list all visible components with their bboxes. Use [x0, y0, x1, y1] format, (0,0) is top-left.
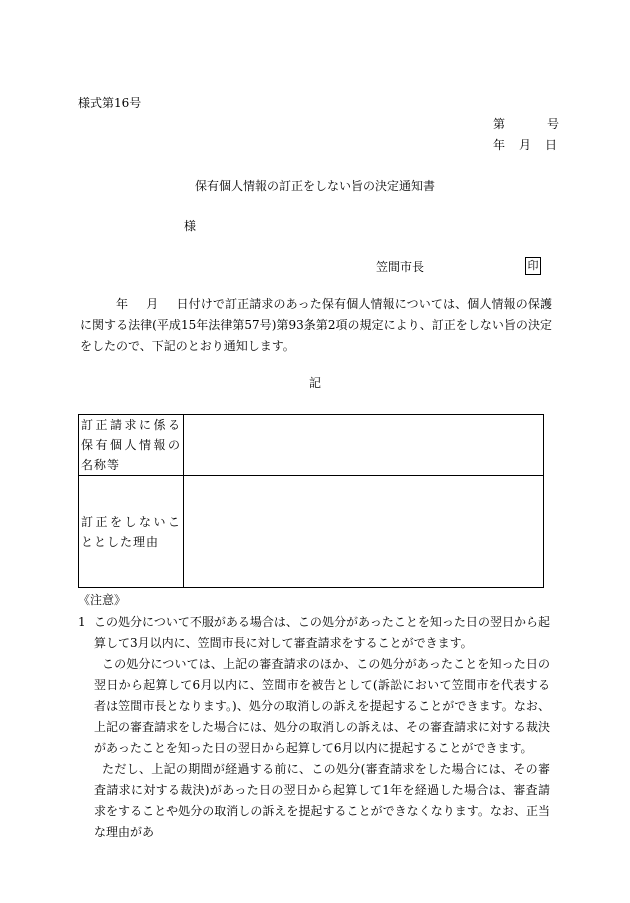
notes-heading: 《注意》 — [78, 593, 127, 607]
notification-body — [80, 294, 552, 357]
issuer-name: 笠間市長 — [376, 260, 425, 274]
body-text: 日付けで訂正請求のあった保有個人情報については、個人情報の保護に関する法律(平成15年法律第57号)第93条第2項の規定により、訂正をしない旨の決定をしたので、下記のとおり通知します。 — [80, 297, 552, 353]
table-row — [79, 415, 544, 476]
document-number-prefix: 第 — [493, 117, 506, 131]
date-day: 日 — [545, 138, 558, 152]
addressee: 様 — [184, 219, 197, 233]
document-date — [493, 137, 557, 153]
row-label-info-name: 訂正請求に係る保有個人情報の名称等 — [79, 415, 184, 476]
ki-heading: 記 — [308, 376, 321, 390]
body-date-year: 年 — [116, 297, 129, 311]
form-number: 様式第16号 — [78, 96, 142, 110]
notes-paragraph-1: この処分について不服がある場合は、この処分があったことを知った日の翌日から起算して3月以内に、笠間市長に対して審査請求をすることができます。 — [94, 615, 550, 650]
notes-item — [78, 612, 550, 654]
row-value-reason[interactable] — [184, 476, 544, 588]
notes-section — [78, 612, 550, 843]
document-number-suffix: 号 — [547, 117, 560, 131]
notes-paragraph-2: この処分については、上記の審査請求のほか、この処分があったことを知った日の翌日から起算して6月以内に、笠間市を被告として(訴訟において笠間市を代表する者は笠間市長となります。)、処分の取消しの訴えを提起することができます。なお、上記の審査請求をした場合には、処分の取消しの訴えは、その審査請求に対する裁決があったことを知った日の翌日から起算して6月以内に提起することができます。 — [94, 657, 551, 755]
row-value-info-name[interactable] — [184, 415, 544, 476]
table-row — [79, 476, 544, 588]
date-month: 月 — [519, 138, 532, 152]
record-table — [78, 414, 544, 588]
date-year: 年 — [493, 138, 506, 152]
body-date-month: 月 — [146, 297, 159, 311]
document-title: 保有個人情報の訂正をしない旨の決定通知書 — [194, 179, 435, 193]
notes-item-number: 1 — [78, 615, 86, 629]
document-number — [493, 116, 559, 132]
seal-mark: 印 — [525, 257, 541, 275]
notes-paragraph-3: ただし、上記の期間が経過する前に、この処分(審査請求をした場合には、その審査請求に対する裁決)があった日の翌日から起算して1年を経過した場合は、審査請求をすることや処分の取消しの訴えを提起することができなくなります。なお、正当な理由があ — [94, 762, 550, 839]
row-label-reason: 訂正をしないこととした理由 — [79, 476, 184, 588]
